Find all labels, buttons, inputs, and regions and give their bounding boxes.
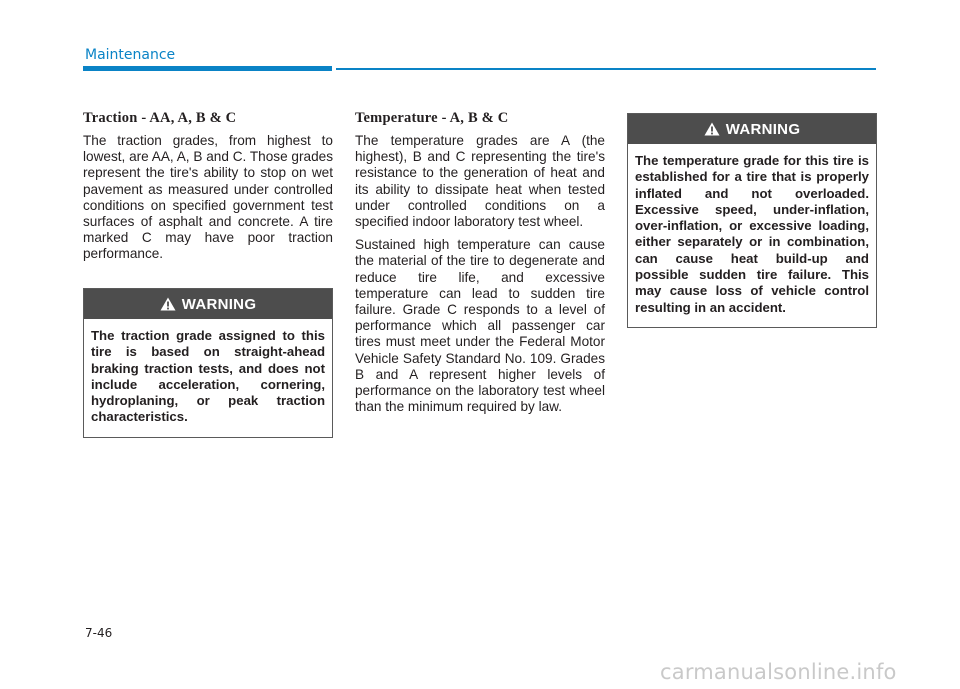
- temperature-warning-text: The temperature grade for this tire is established for a tire that is properly inflated and not overloaded. Excessive speed, under-inflation, over-inflation, or excessive loading, either separately or in combination, can cause heat build-up and possible sudden tire failure. This may cause loss of vehicle control resulting in an accident.: [635, 153, 869, 315]
- temperature-paragraph-1: The temperature grades are A (the highest), B and C representing the tire's resistance to the generation of heat and its ability to dissipate heat when tested under controlled conditions on a specified indoor laboratory test wheel.: [355, 133, 605, 230]
- section-title: Maintenance: [85, 47, 176, 63]
- traction-column: [83, 110, 333, 425]
- traction-warning-title: WARNING: [181, 295, 257, 313]
- temperature-warning-column: [627, 113, 877, 328]
- warning-triangle-icon: [704, 122, 720, 136]
- temperature-warning-box: [627, 113, 877, 328]
- temperature-warning-title: WARNING: [725, 120, 801, 138]
- traction-warning-text: The traction grade assigned to this tire is based on straight-ahead braking traction tests, and does not include acceleration, cornering, hydroplaning, or peak traction characteristics.: [91, 328, 325, 425]
- temperature-column: [355, 110, 605, 422]
- traction-paragraph: The traction grades, from highest to lowest, are AA, A, B and C. Those grades represent the tire's ability to stop on wet pavement as measured under controlled conditions on specified government test surfaces of asphalt and concrete. A tire marked C may have poor traction performance.: [83, 133, 333, 262]
- watermark: carmanualsonline.info: [660, 660, 897, 684]
- traction-warning-header: [84, 289, 332, 319]
- header-rule-thin: [336, 68, 876, 70]
- traction-warning-box: [83, 288, 333, 438]
- temperature-heading: Temperature - A, B & C: [355, 110, 509, 126]
- header-rule-thick: [83, 66, 332, 71]
- warning-triangle-icon: [160, 297, 176, 311]
- temperature-paragraph-2: Sustained high temperature can cause the material of the tire to degenerate and reduce tire life, and excessive temperature can lead to sudden tire failure. Grade C responds to a level of performance which all passenger car tires must meet under the Federal Motor Vehicle Safety Standard No. 109. Grades B and A represent higher levels of performance on the laboratory test wheel than the minimum required by law.: [355, 237, 605, 415]
- temperature-warning-header: [628, 114, 876, 144]
- traction-heading: Traction - AA, A, B & C: [83, 110, 237, 126]
- page-number: 7-46: [85, 626, 113, 640]
